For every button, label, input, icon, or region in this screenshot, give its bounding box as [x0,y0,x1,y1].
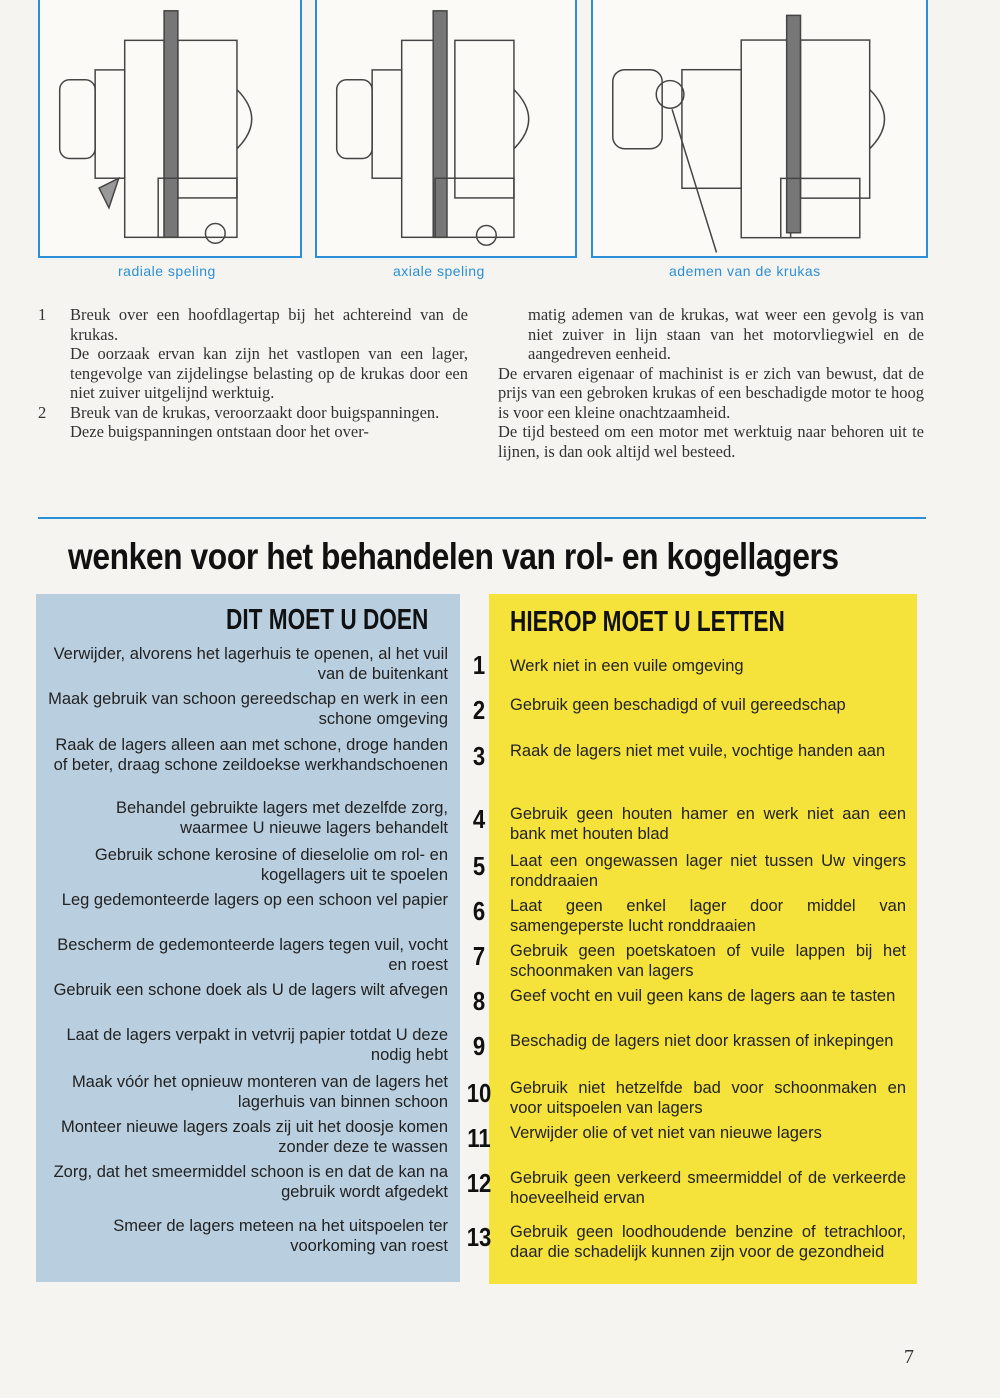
tip-number-8: 8 [472,986,486,1016]
dont-tip-9: Beschadig de lagers niet door krassen of inkepingen [510,1032,894,1050]
dont-tip-4: Gebruik geen houten hamer en werk niet aan een bank met houten blad [510,805,906,843]
dont-tip-8: Geef vocht en vuil geen kans de lagers aan te tasten [510,987,896,1005]
do-tip-12: Zorg, dat het smeermiddel schoon is en dat de kan na gebruik wordt afgedekt [53,1163,448,1201]
caption-axial-play: axiale speling [393,263,485,279]
dont-tip-13: Gebruik geen loodhoudende benzine of tetrachloor, daar die schadelijk kunnen zijn voor de gezondheid [510,1223,906,1261]
do-tip-7: Bescherm de gedemonteerde lagers tegen vuil, vocht en roest [57,936,448,974]
dont-tip-3: Raak de lagers niet met vuile, vochtige handen aan [510,742,886,760]
paragraph-owner: De ervaren eigenaar of machinist is er zich van bewust, dat de prijs van een gebroken krukas of een beschadigde motor te hoog is voor een kleine onachtzaamheid. [498,363,924,422]
tip-number-5: 5 [472,851,486,881]
caption-crankshaft-breathing: ademen van de krukas [669,263,821,279]
tip-number-2: 2 [472,695,486,725]
do-tip-8: Gebruik een schone doek als U de lagers wilt afvegen [53,981,448,999]
tip-number-4: 4 [472,804,486,834]
tip-number-6: 6 [472,896,486,926]
item1-cause: De oorzaak ervan kan zijn het vastlopen van een lager, tengevolge van zijdelingse belasting op de krukas door een niet zuiver uitgelijnd werktuig. [70,344,468,402]
dont-tip-5: Laat een ongewassen lager niet tussen Uw vingers ronddraaien [510,852,906,890]
tip-number-11: 11 [467,1123,491,1153]
item2-text: Breuk van de krukas, veroorzaakt door buigspanningen. [70,402,440,422]
dont-heading: HIEROP MOET U LETTEN [510,606,785,638]
engine-diagram-radial [40,0,300,256]
item2-cause-end: matig ademen van de krukas, wat weer een gevolg is van niet zuiver in lijn staan van het motorvliegwiel en de aangedreven eenheid. [528,305,924,363]
dont-tip-10: Gebruik niet hetzelfde bad voor schoonmaken en voor uitspoelen van lagers [510,1079,906,1117]
do-tip-6: Leg gedemonteerde lagers op een schoon vel papier [61,891,448,909]
figure-axial-play [315,0,577,258]
do-tip-5: Gebruik schone kerosine of dieselolie om rol- en kogellagers uit te spoelen [94,846,448,884]
item-number: 1 [38,305,47,324]
tip-number-10: 10 [466,1078,492,1108]
do-tip-3: Raak de lagers alleen aan met schone, droge handen of beter, draag schone zeildoekse werkhandschoenen [53,736,448,774]
paragraph-time: De tijd besteed om een motor met werktuig naar behoren uit te lijnen, is dan ook altijd wel besteed. [498,422,924,461]
engine-diagram-breathing [593,0,926,256]
tip-number-7: 7 [472,941,486,971]
page-number: 7 [904,1346,914,1368]
do-tip-11: Monteer nieuwe lagers zoals zij uit het doosje komen zonder deze te wassen [60,1118,448,1156]
tip-number-1: 1 [472,650,486,680]
divider-rule [38,517,926,519]
do-heading: DIT MOET U DOEN [226,604,429,636]
figure-crankshaft-breathing [591,0,928,258]
dont-tip-6: Laat geen enkel lager door middel van samengeperste lucht ronddraaien [510,897,906,935]
body-column-right [498,305,924,461]
do-tip-4: Behandel gebruikte lagers met dezelfde zorg, waarmee U nieuwe lagers behandelt [115,799,448,837]
item-number: 2 [38,402,47,422]
dont-tip-1: Werk niet in een vuile omgeving [510,657,744,675]
item2-cause-start: Deze buigspanningen ontstaan door het over- [70,422,369,441]
dont-tip-7: Gebruik geen poetskatoen of vuile lappen bij het schoonmaken van lagers [510,942,906,980]
tip-number-3: 3 [472,741,486,771]
caption-radial-play: radiale speling [118,263,216,279]
do-tip-1: Verwijder, alvorens het lagerhuis te openen, al het vuil van de buitenkant [53,645,448,683]
dont-tip-12: Gebruik geen verkeerd smeermiddel of de verkeerde hoeveelheid ervan [510,1169,906,1207]
do-tip-2: Maak gebruik van schoon gereedschap en werk in een schone omgeving [48,690,448,728]
tip-number-13: 13 [466,1222,492,1252]
dont-tip-2: Gebruik geen beschadigd of vuil gereedschap [510,696,846,714]
dont-tip-11: Verwijder olie of vet niet van nieuwe lagers [510,1124,822,1142]
do-tip-10: Maak vóór het opnieuw monteren van de lagers het lagerhuis van binnen schoon [71,1073,448,1111]
engine-diagram-axial [317,0,575,256]
do-tip-9: Laat de lagers verpakt in vetvrij papier totdat U deze nodig hebt [66,1026,448,1064]
tip-number-12: 12 [466,1168,492,1198]
figure-radial-play [38,0,302,258]
section-title: wenken voor het behandelen van rol- en kogellagers [68,536,839,577]
item1-text: Breuk over een hoofdlagertap bij het achtereind van de krukas. [70,305,468,344]
body-column-left [38,305,468,442]
do-tip-13: Smeer de lagers meteen na het uitspoelen ter voorkoming van roest [113,1217,448,1255]
tip-number-9: 9 [472,1031,486,1061]
